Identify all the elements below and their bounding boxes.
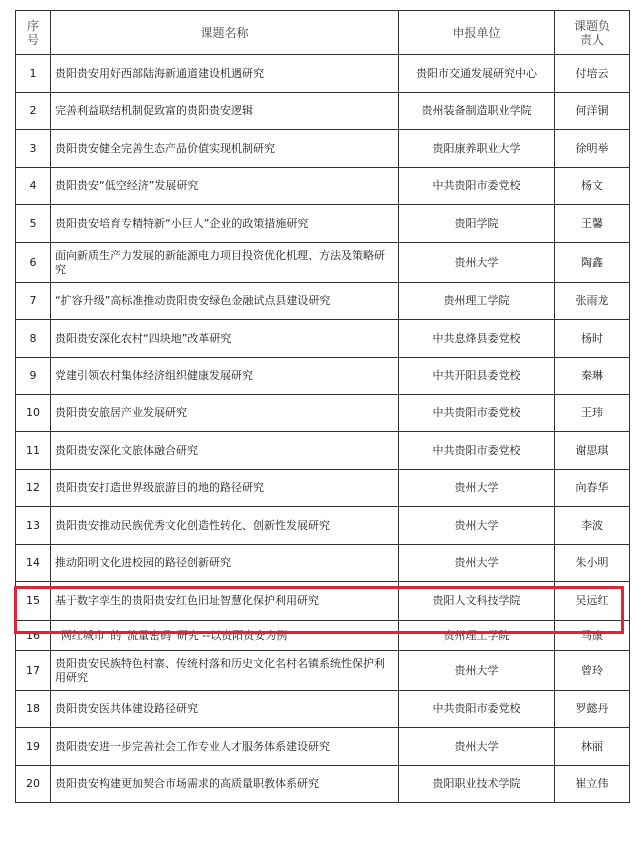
- table-row: [16, 507, 630, 545]
- row-unit-cell: 贵阳职业技术学院: [399, 766, 555, 803]
- row-number-cell: 15: [16, 582, 51, 621]
- row-number-cell: 1: [16, 55, 51, 93]
- table-row: [16, 130, 630, 168]
- row-title-cell: 贵阳贵安构建更加契合市场需求的高质量职教体系研究: [51, 766, 399, 803]
- header-lead: 课题负 责人: [555, 11, 630, 55]
- row-unit-cell: 中共贵阳市委党校: [399, 168, 555, 205]
- row-number-cell: 13: [16, 507, 51, 545]
- row-number-cell: 5: [16, 205, 51, 243]
- table-row: [16, 432, 630, 470]
- row-number-cell: 9: [16, 358, 51, 395]
- row-number-cell: 3: [16, 130, 51, 168]
- row-unit-cell: 贵阳学院: [399, 205, 555, 243]
- row-title-cell: 贵阳贵安深化农村“四块地”改革研究: [51, 320, 399, 358]
- row-lead-cell: 朱小明: [555, 545, 630, 582]
- row-lead-cell: 曾玲: [555, 651, 630, 691]
- row-lead-cell: 付培云: [555, 55, 630, 93]
- row-title-cell: 贵阳贵安“低空经济”发展研究: [51, 168, 399, 205]
- row-lead-cell: 谢思琪: [555, 432, 630, 470]
- row-title-cell: 贵阳贵安医共体建设路径研究: [51, 691, 399, 728]
- row-unit-cell: 贵阳人文科技学院: [399, 582, 555, 621]
- row-lead-cell: 马康: [555, 621, 630, 651]
- row-number-cell: 18: [16, 691, 51, 728]
- table-row: [16, 205, 630, 243]
- row-number-cell: 4: [16, 168, 51, 205]
- projects-table: [15, 10, 630, 803]
- row-number-cell: 19: [16, 728, 51, 766]
- row-unit-cell: 中共贵阳市委党校: [399, 395, 555, 432]
- row-lead-cell: 杨时: [555, 320, 630, 358]
- table-row: [16, 243, 630, 283]
- row-title-cell: 贵阳贵安健全完善生态产品价值实现机制研究: [51, 130, 399, 168]
- row-title-cell: 党建引领农村集体经济组织健康发展研究: [51, 358, 399, 395]
- row-unit-cell: 贵州大学: [399, 507, 555, 545]
- table-row: [16, 320, 630, 358]
- row-lead-cell: 徐明举: [555, 130, 630, 168]
- row-unit-cell: 贵州大学: [399, 470, 555, 507]
- row-number-cell: 16: [16, 621, 51, 651]
- table-row: [16, 651, 630, 691]
- table-row: [16, 358, 630, 395]
- row-lead-cell: 林丽: [555, 728, 630, 766]
- row-unit-cell: 贵州理工学院: [399, 283, 555, 320]
- row-number-cell: 10: [16, 395, 51, 432]
- row-lead-cell: 陶鑫: [555, 243, 630, 283]
- row-lead-cell: 向春华: [555, 470, 630, 507]
- row-title-cell: 贵阳贵安民族特色村寨、传统村落和历史文化名村名镇系统性保护利用研究: [51, 651, 399, 691]
- row-number-cell: 8: [16, 320, 51, 358]
- row-lead-cell: 秦琳: [555, 358, 630, 395]
- row-number-cell: 2: [16, 93, 51, 130]
- row-unit-cell: 中共贵阳市委党校: [399, 432, 555, 470]
- row-number-cell: 11: [16, 432, 51, 470]
- row-lead-cell: 李波: [555, 507, 630, 545]
- table-row: [16, 691, 630, 728]
- row-title-cell: 贵阳贵安打造世界级旅游目的地的路径研究: [51, 470, 399, 507]
- table-row: [16, 621, 630, 651]
- row-number-cell: 17: [16, 651, 51, 691]
- row-unit-cell: 中共息烽县委党校: [399, 320, 555, 358]
- row-lead-cell: 张雨龙: [555, 283, 630, 320]
- row-title-cell: 贵阳贵安培育专精特新“小巨人”企业的政策措施研究: [51, 205, 399, 243]
- row-title-cell: 贵阳贵安进一步完善社会工作专业人才服务体系建设研究: [51, 728, 399, 766]
- row-title-cell: 基于数字孪生的贵阳贵安红色旧址智慧化保护利用研究: [51, 582, 399, 621]
- table-row: [16, 470, 630, 507]
- table-body: [16, 55, 630, 803]
- row-lead-cell: 王馨: [555, 205, 630, 243]
- header-row: [16, 11, 630, 55]
- row-number-cell: 20: [16, 766, 51, 803]
- table-row: [16, 93, 630, 130]
- row-unit-cell: 贵州大学: [399, 545, 555, 582]
- row-title-cell: “扩容升级”高标准推动贵阳贵安绿色金融试点县建设研究: [51, 283, 399, 320]
- row-title-cell: 完善利益联结机制促致富的贵阳贵安逻辑: [51, 93, 399, 130]
- row-unit-cell: 贵阳康养职业大学: [399, 130, 555, 168]
- row-title-cell: 贵阳贵安深化文旅体融合研究: [51, 432, 399, 470]
- row-unit-cell: 贵州大学: [399, 651, 555, 691]
- row-unit-cell: 贵州装备制造职业学院: [399, 93, 555, 130]
- row-title-cell: “网红城市”的“流量密码”研究 --以贵阳贵安为例: [51, 621, 399, 651]
- table-row: [16, 766, 630, 803]
- table-row: [16, 283, 630, 320]
- table-row: [16, 395, 630, 432]
- header-title: 课题名称: [51, 11, 399, 55]
- header-no: 序 号: [16, 11, 51, 55]
- row-number-cell: 14: [16, 545, 51, 582]
- table-row: [16, 168, 630, 205]
- row-unit-cell: 贵州大学: [399, 728, 555, 766]
- row-lead-cell: 吴远红: [555, 582, 630, 621]
- header-unit: 申报单位: [399, 11, 555, 55]
- row-unit-cell: 贵州理工学院: [399, 621, 555, 651]
- row-lead-cell: 罗懿丹: [555, 691, 630, 728]
- table-row: [16, 728, 630, 766]
- row-lead-cell: 王玮: [555, 395, 630, 432]
- table-row: [16, 545, 630, 582]
- row-unit-cell: 中共贵阳市委党校: [399, 691, 555, 728]
- row-number-cell: 6: [16, 243, 51, 283]
- row-unit-cell: 贵州大学: [399, 243, 555, 283]
- row-lead-cell: 崔立伟: [555, 766, 630, 803]
- row-unit-cell: 中共开阳县委党校: [399, 358, 555, 395]
- row-lead-cell: 杨文: [555, 168, 630, 205]
- table-row: [16, 55, 630, 93]
- row-unit-cell: 贵阳市交通发展研究中心: [399, 55, 555, 93]
- row-number-cell: 12: [16, 470, 51, 507]
- row-title-cell: 贵阳贵安用好西部陆海新通道建设机遇研究: [51, 55, 399, 93]
- table-row: [16, 582, 630, 621]
- row-title-cell: 贵阳贵安推动民族优秀文化创造性转化、创新性发展研究: [51, 507, 399, 545]
- row-title-cell: 面向新质生产力发展的新能源电力项目投资优化机理、方法及策略研究: [51, 243, 399, 283]
- row-title-cell: 推动阳明文化进校园的路径创新研究: [51, 545, 399, 582]
- row-number-cell: 7: [16, 283, 51, 320]
- row-title-cell: 贵阳贵安旅居产业发展研究: [51, 395, 399, 432]
- row-lead-cell: 何洋铜: [555, 93, 630, 130]
